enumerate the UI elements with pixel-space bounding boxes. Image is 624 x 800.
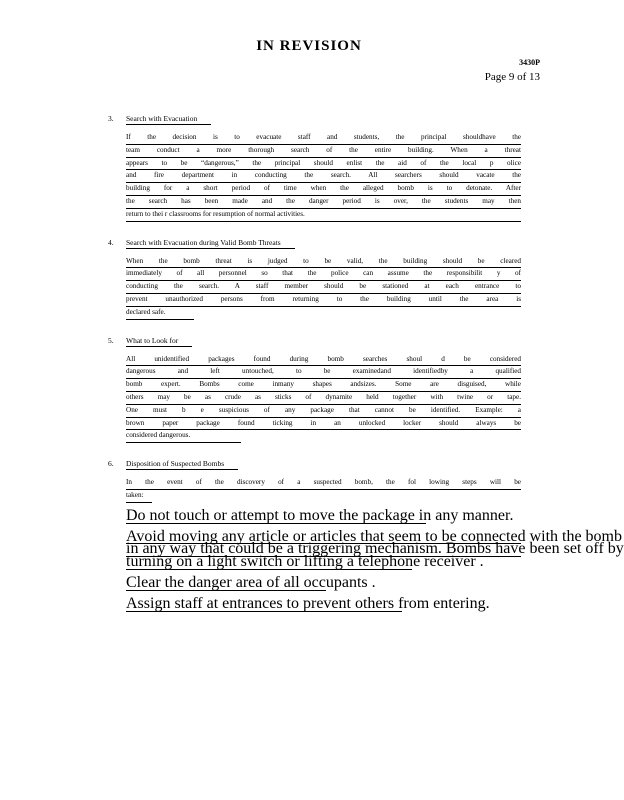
section-heading (108, 114, 528, 126)
text-line: declared safe. (126, 307, 194, 320)
section-heading (108, 459, 528, 471)
section-title: Search with Evacuation (126, 114, 211, 125)
section-title: Search with Evacuation during Valid Bomb Threats (126, 238, 295, 249)
text-line: return to thei r classrooms for resumption of normal activities. (126, 209, 521, 222)
text-line: immediately of all personnel so that the police can assume the responsibilit y of (126, 268, 521, 281)
text-line: conducting the search. A staff member should be stationed at each entrance to (126, 281, 521, 294)
text-line: dangerous and left untouched, to be examinedand identifiedby a qualified (126, 366, 521, 379)
list-item (108, 506, 528, 524)
bullet-icon (108, 578, 126, 591)
section-number: 5. (108, 335, 114, 345)
policy-code: 3430P (519, 58, 540, 67)
text-line: the search has been made and the danger period is over, the students may then (126, 196, 521, 209)
text-line: Avoid moving any article or articles that seem to be connected with the bomb (126, 527, 622, 545)
text-line: brown paper package found ticking in an unlocked locker should always be (126, 418, 521, 431)
text-line: considered dangerous. (126, 430, 241, 443)
section-paragraph (126, 132, 521, 222)
section-valid-bomb-threats (108, 238, 528, 320)
list-item (108, 573, 528, 591)
section-number: 4. (108, 237, 114, 247)
text-line: If the decision is to evacuate staff and students, the principal shouldhave the (126, 132, 521, 145)
bullet-icon (108, 599, 126, 612)
text-line: In the event of the discovery of a suspected bomb, the fol lowing steps will be (126, 477, 521, 490)
section-paragraph (126, 477, 521, 503)
section-paragraph (126, 354, 521, 444)
section-heading (108, 336, 528, 348)
document-body (108, 114, 624, 628)
text-line: and fire department in conducting the search. All searchers should vacate the (126, 170, 521, 183)
section-disposition-of-suspected-bombs (108, 459, 624, 612)
text-line: Do not touch or attempt to move the package in any manner. (126, 506, 514, 524)
text-line: When the bomb threat is judged to be valid, the building should be cleared (126, 256, 521, 269)
text-line: All unidentified packages found during bomb searches shoul d be considered (126, 354, 521, 367)
text-line: One must b e suspicious of any package that cannot be identified. Example: a (126, 405, 521, 418)
section-title: Disposition of Suspected Bombs (126, 459, 238, 470)
section-paragraph (126, 256, 521, 320)
text-line: building for a short period of time when the alleged bomb is to detonate. After (126, 183, 521, 196)
text-line: turning on a light switch or lifting a telephone receiver . (126, 553, 484, 571)
text-line: others may be as crude as sticks of dynamite held together with twine or tape. (126, 392, 521, 405)
text-line: taken: (126, 490, 152, 503)
section-what-to-look-for (108, 336, 528, 444)
section-title: What to Look for (126, 336, 192, 347)
text-line: Assign staff at entrances to prevent others from entering. (126, 594, 490, 612)
bullet-icon (108, 511, 126, 524)
bullet-list (108, 506, 624, 612)
section-number: 6. (108, 459, 114, 469)
page-number: Page 9 of 13 (484, 71, 540, 83)
page-title: IN REVISION (256, 38, 362, 54)
text-line: team conduct a more thorough search of the entire building. When a threat (126, 145, 521, 158)
text-line: prevent unauthorized persons from returning to the building until the area is (126, 294, 521, 307)
text-line: in any way that could be a triggering mechanism. Bombs have been set off by (126, 540, 624, 558)
section-search-with-evacuation (108, 114, 528, 222)
section-heading (108, 238, 528, 250)
text-line: appears to be “dangerous,” the principal should enlist the aid of the local p olice (126, 158, 521, 171)
text-line: Clear the danger area of all occupants . (126, 573, 376, 591)
bullet-icon (108, 532, 126, 570)
section-number: 3. (108, 114, 114, 123)
list-item (108, 594, 528, 612)
text-line: bomb expert. Bombs come inmany shapes andsizes. Some are disguised, while (126, 379, 521, 392)
list-item (108, 527, 624, 571)
